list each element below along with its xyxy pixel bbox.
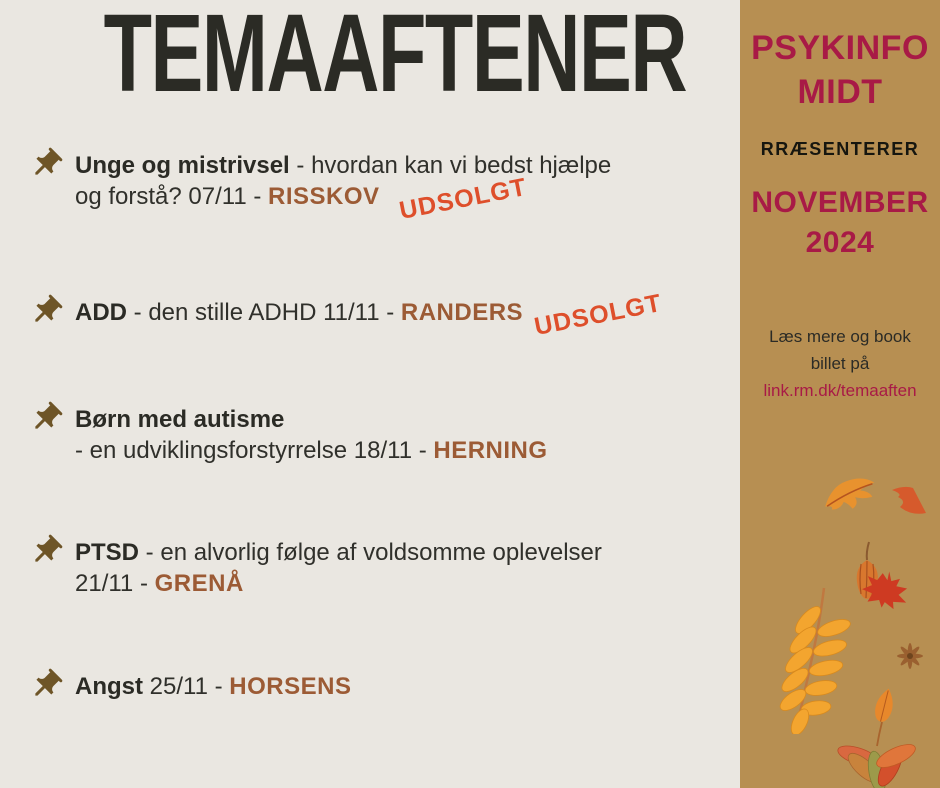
oak-leaf-icon bbox=[817, 468, 883, 525]
soldout-badge: UDSOLGT bbox=[532, 288, 665, 342]
event-topic: Børn med autisme bbox=[75, 406, 285, 433]
month-year: 2024 bbox=[805, 226, 875, 259]
sidebar-panel bbox=[740, 0, 940, 788]
cta-line1: Læs mere og book bbox=[769, 327, 911, 346]
month-name: NOVEMBER bbox=[751, 186, 929, 219]
month-title bbox=[740, 183, 940, 263]
event-item-boern-med-autisme bbox=[28, 404, 728, 466]
event-topic: PTSD bbox=[75, 539, 140, 566]
event-text bbox=[75, 150, 612, 226]
event-date: og forstå? 07/11 - bbox=[75, 183, 269, 210]
event-item-unge-og-mistrivsel bbox=[28, 150, 728, 226]
pushpin-icon bbox=[28, 533, 64, 574]
event-city: RISSKOV bbox=[268, 183, 380, 210]
red-corner-leaf-icon bbox=[890, 484, 928, 523]
poster-title: TEMAAFTENER bbox=[103, 0, 687, 115]
brand-line2: MIDT bbox=[797, 73, 883, 111]
event-text bbox=[75, 537, 602, 599]
event-item-angst bbox=[28, 671, 728, 708]
cta-line2: billet på bbox=[810, 354, 870, 373]
event-description: - den stille ADHD 11/11 - bbox=[127, 299, 401, 326]
rowan-leaf-icon bbox=[774, 586, 858, 739]
event-item-ptsd bbox=[28, 537, 728, 599]
event-description: - en udviklingsforstyrrelse 18/11 - bbox=[75, 437, 434, 464]
event-item-add bbox=[28, 288, 728, 342]
star-anise-icon bbox=[895, 641, 925, 676]
pushpin-icon bbox=[28, 400, 64, 441]
event-date: 21/11 - bbox=[75, 570, 155, 597]
event-date: 25/11 - bbox=[143, 673, 230, 700]
soldout-badge: UDSOLGT bbox=[396, 172, 529, 226]
cta-text bbox=[740, 323, 940, 377]
event-text bbox=[75, 288, 665, 342]
event-topic: ADD bbox=[75, 299, 127, 326]
pushpin-icon bbox=[28, 667, 64, 708]
event-description: - hvordan kan vi bedst hjælpe bbox=[289, 152, 612, 179]
event-description: - en alvorlig følge af voldsomme oplevelser bbox=[139, 539, 602, 566]
event-text bbox=[75, 404, 548, 466]
pushpin-icon bbox=[28, 146, 64, 187]
event-topic: Unge og mistrivsel bbox=[75, 152, 290, 179]
brand-line1: PSYKINFO bbox=[751, 29, 929, 67]
pushpin-icon bbox=[28, 293, 64, 334]
creeper-leaf-icon bbox=[830, 720, 922, 788]
brand-title bbox=[740, 26, 940, 114]
presents-label: RRÆSENTERER bbox=[760, 139, 920, 159]
event-city: HORSENS bbox=[229, 673, 352, 700]
event-text bbox=[75, 671, 351, 702]
event-topic: Angst bbox=[75, 673, 143, 700]
maple-leaf-icon bbox=[856, 565, 914, 617]
booking-link[interactable]: link.rm.dk/temaaften bbox=[763, 381, 917, 400]
event-city: RANDERS bbox=[400, 299, 524, 326]
event-city: HERNING bbox=[433, 437, 548, 464]
event-city: GRENÅ bbox=[154, 570, 244, 597]
